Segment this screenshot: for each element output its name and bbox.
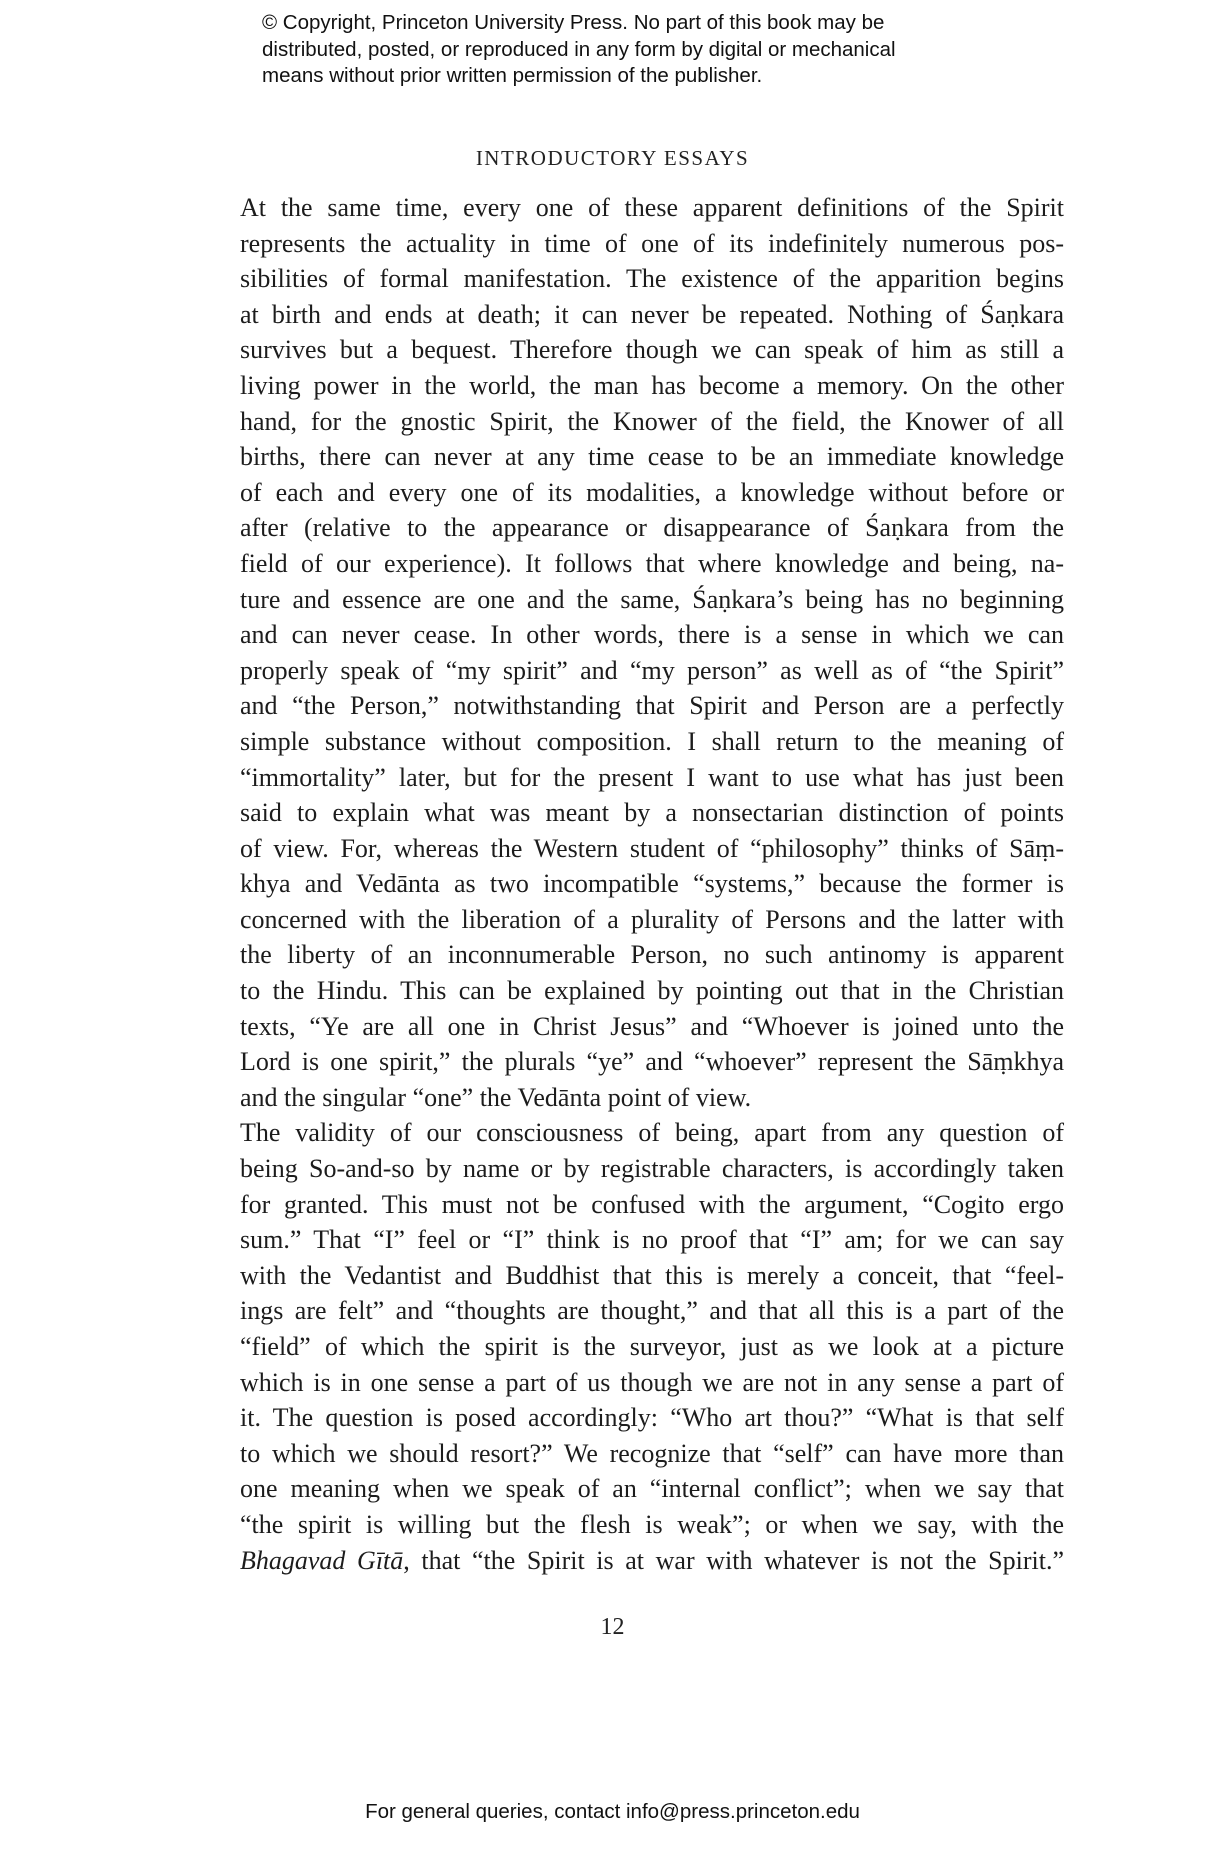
text-line: of view. For, whereas the Western student of “philosophy” thinks of Sāṃ- bbox=[240, 833, 1064, 863]
copyright-line-1: © Copyright, Princeton University Press. No part of this book may be bbox=[262, 11, 885, 34]
text-line: properly speak of “my spirit” and “my person” as well as of “the Spirit” bbox=[240, 655, 1064, 685]
text-line: the liberty of an inconnumerable Person, no such antinomy is apparent bbox=[240, 940, 1064, 970]
text-line: represents the actuality in time of one of its indefinitely numerous pos- bbox=[240, 228, 1064, 258]
paragraph-2 bbox=[216, 1115, 1064, 1578]
text-line: khya and Vedānta as two incompatible “systems,” because the former is bbox=[240, 869, 1064, 899]
text-line: The validity of our consciousness of being, apart from any question of bbox=[240, 1118, 1064, 1148]
text-line: sum.” That “I” feel or “I” think is no proof that “I” am; for we can say bbox=[240, 1225, 1064, 1255]
page-number: 12 bbox=[600, 1614, 625, 1640]
text-line: sibilities of formal manifestation. The existence of the apparition begins bbox=[240, 264, 1064, 294]
text-line: one meaning when we speak of an “internal conflict”; when we say that bbox=[240, 1474, 1064, 1504]
text-line: simple substance without composition. I shall return to the meaning of bbox=[240, 726, 1064, 756]
text-line: At the same time, every one of these apparent definitions of the Spirit bbox=[240, 193, 1064, 222]
text-line: said to explain what was meant by a nonsectarian distinction of points bbox=[240, 798, 1064, 828]
text-line: “immortality” later, but for the present I want to use what has just been bbox=[240, 762, 1064, 792]
text-line: for granted. This must not be confused with the argument, “Cogito ergo bbox=[240, 1189, 1064, 1219]
paragraph-1 bbox=[216, 190, 1064, 1115]
text-line: ture and essence are one and the same, Śaṇkara’s being has no beginning bbox=[240, 584, 1064, 614]
text-line: at birth and ends at death; it can never be repeated. Nothing of Śaṇkara bbox=[240, 299, 1064, 329]
text-line: with the Vedantist and Buddhist that this is merely a conceit, that “feel- bbox=[240, 1260, 1064, 1290]
text-line: to which we should resort?” We recognize that “self” can have more than bbox=[240, 1438, 1064, 1468]
text-line: ings are felt” and “thoughts are thought,” and that all this is a part of the bbox=[240, 1296, 1064, 1326]
text-line: and “the Person,” notwithstanding that Spirit and Person are a perfectly bbox=[240, 691, 1064, 721]
book-title-italic: Bhagavad Gītā bbox=[240, 1545, 404, 1575]
text-line: survives but a bequest. Therefore though we can speak of him as still a bbox=[240, 335, 1064, 365]
text-line: of each and every one of its modalities, a knowledge without before or bbox=[240, 477, 1064, 507]
text-line: Lord is one spirit,” the plurals “ye” and “whoever” represent the Sāṃkhya bbox=[240, 1047, 1064, 1077]
text-line: after (relative to the appearance or disappearance of Śaṇkara from the bbox=[240, 513, 1064, 543]
text-line: and the singular “one” the Vedānta point of view. bbox=[240, 1082, 752, 1112]
text-line: being So-and-so by name or by registrable characters, is accordingly taken bbox=[240, 1154, 1064, 1184]
text-line: living power in the world, the man has become a memory. On the other bbox=[240, 370, 1064, 400]
copyright-notice bbox=[262, 10, 1022, 90]
text-line: “the spirit is willing but the flesh is weak”; or when we say, with the bbox=[240, 1509, 1064, 1539]
copyright-line-2: distributed, posted, or reproduced in any form by digital or mechanical bbox=[262, 37, 896, 61]
text-line: and can never cease. In other words, there is a sense in which we can bbox=[240, 620, 1064, 650]
text-line: texts, “Ye are all one in Christ Jesus” and “Whoever is joined unto the bbox=[240, 1011, 1064, 1041]
text-line-final bbox=[216, 1543, 1064, 1579]
footer-contact: For general queries, contact info@press.princeton.edu bbox=[365, 1800, 860, 1823]
copyright-line-3: means without prior written permission of the publisher. bbox=[262, 64, 763, 87]
text-line-final-rest: , that “the Spirit is at war with whatever is not the Spirit.” bbox=[403, 1545, 1064, 1575]
text-line: births, there can never at any time cease to be an immediate knowledge bbox=[240, 442, 1064, 472]
text-line: to the Hindu. This can be explained by pointing out that in the Christian bbox=[240, 976, 1064, 1006]
text-line: concerned with the liberation of a plurality of Persons and the latter with bbox=[240, 904, 1064, 934]
text-line: it. The question is posed accordingly: “Who art thou?” “What is that self bbox=[240, 1403, 1064, 1433]
running-head: INTRODUCTORY ESSAYS bbox=[475, 146, 750, 170]
body-text bbox=[216, 190, 1064, 1578]
text-line: field of our experience). It follows that where knowledge and being, na- bbox=[240, 548, 1064, 578]
text-line: which is in one sense a part of us though we are not in any sense a part of bbox=[240, 1367, 1064, 1397]
text-line: hand, for the gnostic Spirit, the Knower of the field, the Knower of all bbox=[240, 406, 1064, 436]
text-line: “field” of which the spirit is the surveyor, just as we look at a picture bbox=[240, 1332, 1064, 1361]
